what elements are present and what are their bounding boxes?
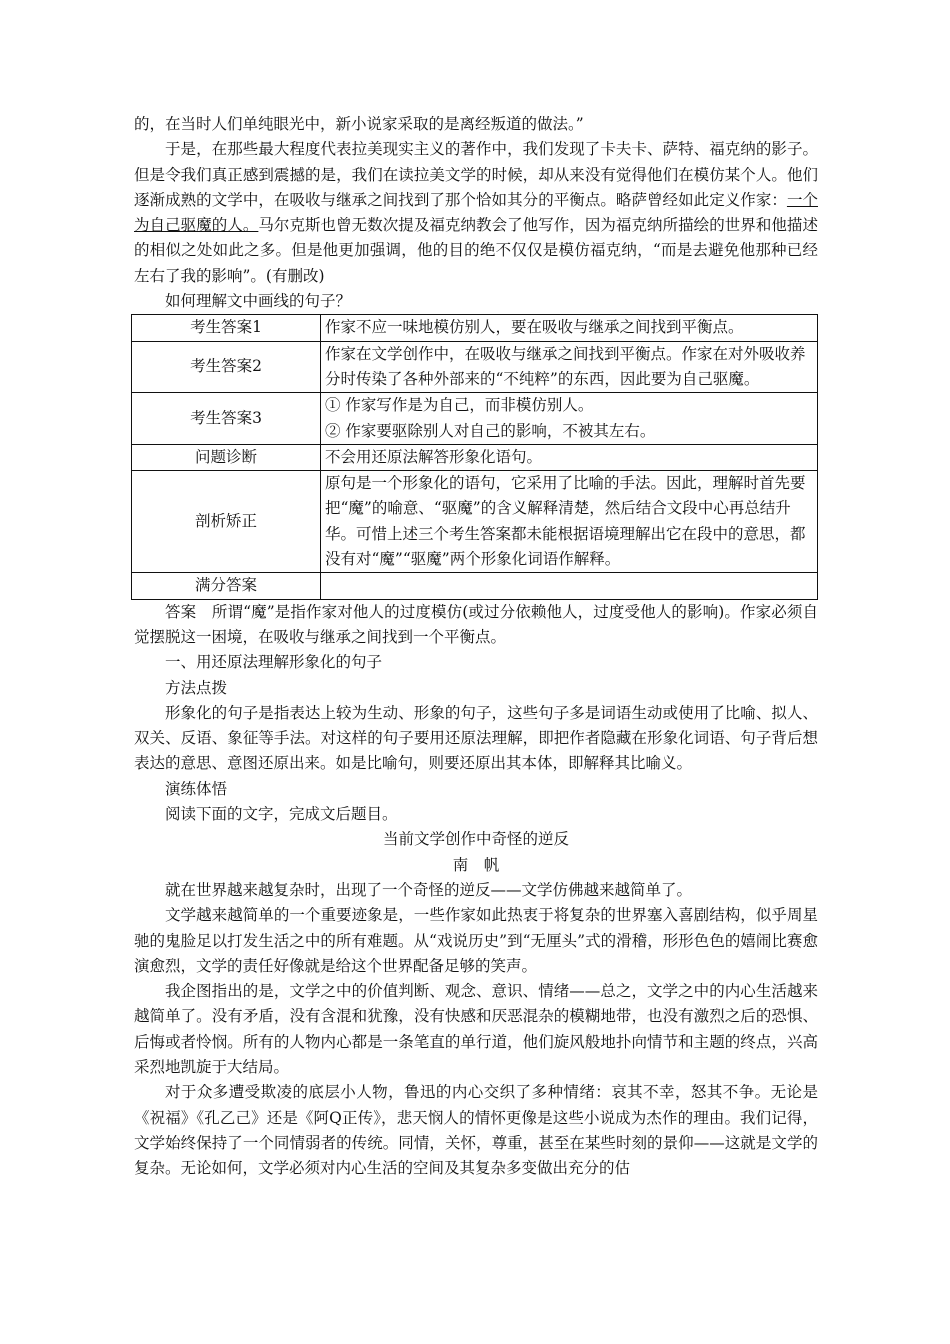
table-row <box>132 573 818 599</box>
table-row <box>132 341 818 393</box>
article-paragraph: 文学越来越简单的一个重要迹象是，一些作家如此热衷于将复杂的世界塞入喜剧结构，似乎周星驰的鬼脸足以打发生活之中的所有难题。从“戏说历史”到“无厘头”式的滑稽，形形色色的嬉闹比赛愈演愈烈，文学的责任好像就是给这个世界配备足够的笑声。 <box>134 906 818 975</box>
row-label: 问题诊断 <box>132 444 321 470</box>
method-label: 方法点拨 <box>165 678 228 697</box>
method-text: 形象化的句子是指表达上较为生动、形象的句子，这些句子多是词语生动或使用了比喻、拟人、双关、反语、象征等手法。对这样的句子要用还原法理解，即把作者隐藏在形象化词语、句子背后想表达的意思、意图还原出来。如是比喻句，则要还原出其本体，即解释其比喻义。 <box>134 703 818 773</box>
row-content <box>321 573 818 599</box>
article-paragraph: 我企图指出的是，文学之中的价值判断、观念、意识、情绪——总之，文学之中的内心生活越来越简单了。没有矛盾，没有含混和犹豫，没有快感和厌恶混杂的模糊地带，也没有激烈之后的恐惧、后悔或者怜悯。所有的人物内心都是一条笔直的单行道，他们旋风般地扑向情节和主题的终点，兴高采烈地凯旋于大结局。 <box>134 982 818 1076</box>
practice-instruction: 阅读下面的文字，完成文后题目。 <box>165 805 398 824</box>
table-row <box>132 393 818 445</box>
paragraph-text: 于是，在那些最大程度代表拉美现实主义的著作中，我们发现了卡夫卡、萨特、福克纳的影子。但是令我们真正感到震撼的是，我们在读拉美文学的时候，却从来没有觉得他们在模仿某个人。他们逐渐成熟的文学中，在吸收与继承之间找到了那个恰如其分的平衡点。略萨曾经如此定义作家： <box>134 140 818 209</box>
row-label: 满分答案 <box>132 573 321 599</box>
article-title: 当前文学创作中奇怪的逆反 <box>382 830 569 849</box>
document-page <box>134 112 818 1181</box>
answer-paragraph: 答案 所谓“魔”是指作家对他人的过度模仿(或过分依赖他人，过度受他人的影响)。作家必须自觉摆脱这一困境，在吸收与继承之间找到一个平衡点。 <box>134 602 818 646</box>
practice-label: 演练体悟 <box>165 779 228 798</box>
row-label: 剖析矫正 <box>132 471 321 573</box>
answer-line: ② 作家要驱除别人对自己的影响，不被其左右。 <box>325 421 656 440</box>
paragraph-text: 马尔克斯也曾无数次提及福克纳教会了他写作，因为福克纳所描绘的世界和他描述的相似之处如此之多。但是他更加强调，他的目的绝不仅仅是模仿福克纳，“而是去避免他那种已经左右了我的影响”。(有删改) <box>134 216 818 285</box>
table-row <box>132 315 818 341</box>
row-content <box>321 393 818 445</box>
table-row <box>132 471 818 573</box>
paragraph-continuation: 的，在当时人们单纯眼光中，新小说家采取的是离经叛道的做法。” <box>134 115 584 133</box>
row-content: 作家不应一味地模仿别人，要在吸收与继承之间找到平衡点。 <box>321 315 818 341</box>
row-label: 考生答案3 <box>132 393 321 445</box>
answer-table <box>131 314 818 599</box>
article-paragraph: 对于众多遭受欺凌的底层小人物，鲁迅的内心交织了多种情绪：哀其不幸，怒其不争。无论是《祝福》《孔乙己》还是《阿Q正传》，悲天悯人的情怀更像是这些小说成为杰作的理由。我们记得，文学始终保持了一个同情弱者的传统。同情，关怀，尊重，甚至在某些时刻的景仰——这就是文学的复杂。无论如何，文学必须对内心生活的空间及其复杂多变做出充分的估 <box>134 1083 818 1178</box>
row-content: 不会用还原法解答形象化语句。 <box>321 444 818 470</box>
row-label: 考生答案2 <box>132 341 321 393</box>
row-content: 原句是一个形象化的语句，它采用了比喻的手法。因此，理解时首先要把“魔”的喻意、“驱魔”的含义解释清楚，然后结合文段中心再总结升华。可惜上述三个考生答案都未能根据语境理解出它在段中的意思，都没有对“魔”“驱魔”两个形象化词语作解释。 <box>321 471 818 573</box>
article-author: 南 帆 <box>452 855 500 874</box>
article-paragraph: 就在世界越来越复杂时，出现了一个奇怪的逆反——文学仿佛越来越简单了。 <box>165 880 693 899</box>
row-label: 考生答案1 <box>132 315 321 341</box>
paragraph-latin-american-literature <box>134 137 818 289</box>
section-title: 一、用还原法理解形象化的句子 <box>165 653 383 672</box>
underlined-sentence: 一个为自己驱魔的人。 <box>134 190 818 235</box>
question: 如何理解文中画线的句子？ <box>165 292 352 311</box>
table-row <box>132 444 818 470</box>
row-content: 作家在文学创作中，在吸收与继承之间找到平衡点。作家在对外吸收养分时传染了各种外部来的“不纯粹”的东西，因此要为自己驱魔。 <box>321 341 818 393</box>
answer-line: ① 作家写作是为自己，而非模仿别人。 <box>325 396 594 415</box>
